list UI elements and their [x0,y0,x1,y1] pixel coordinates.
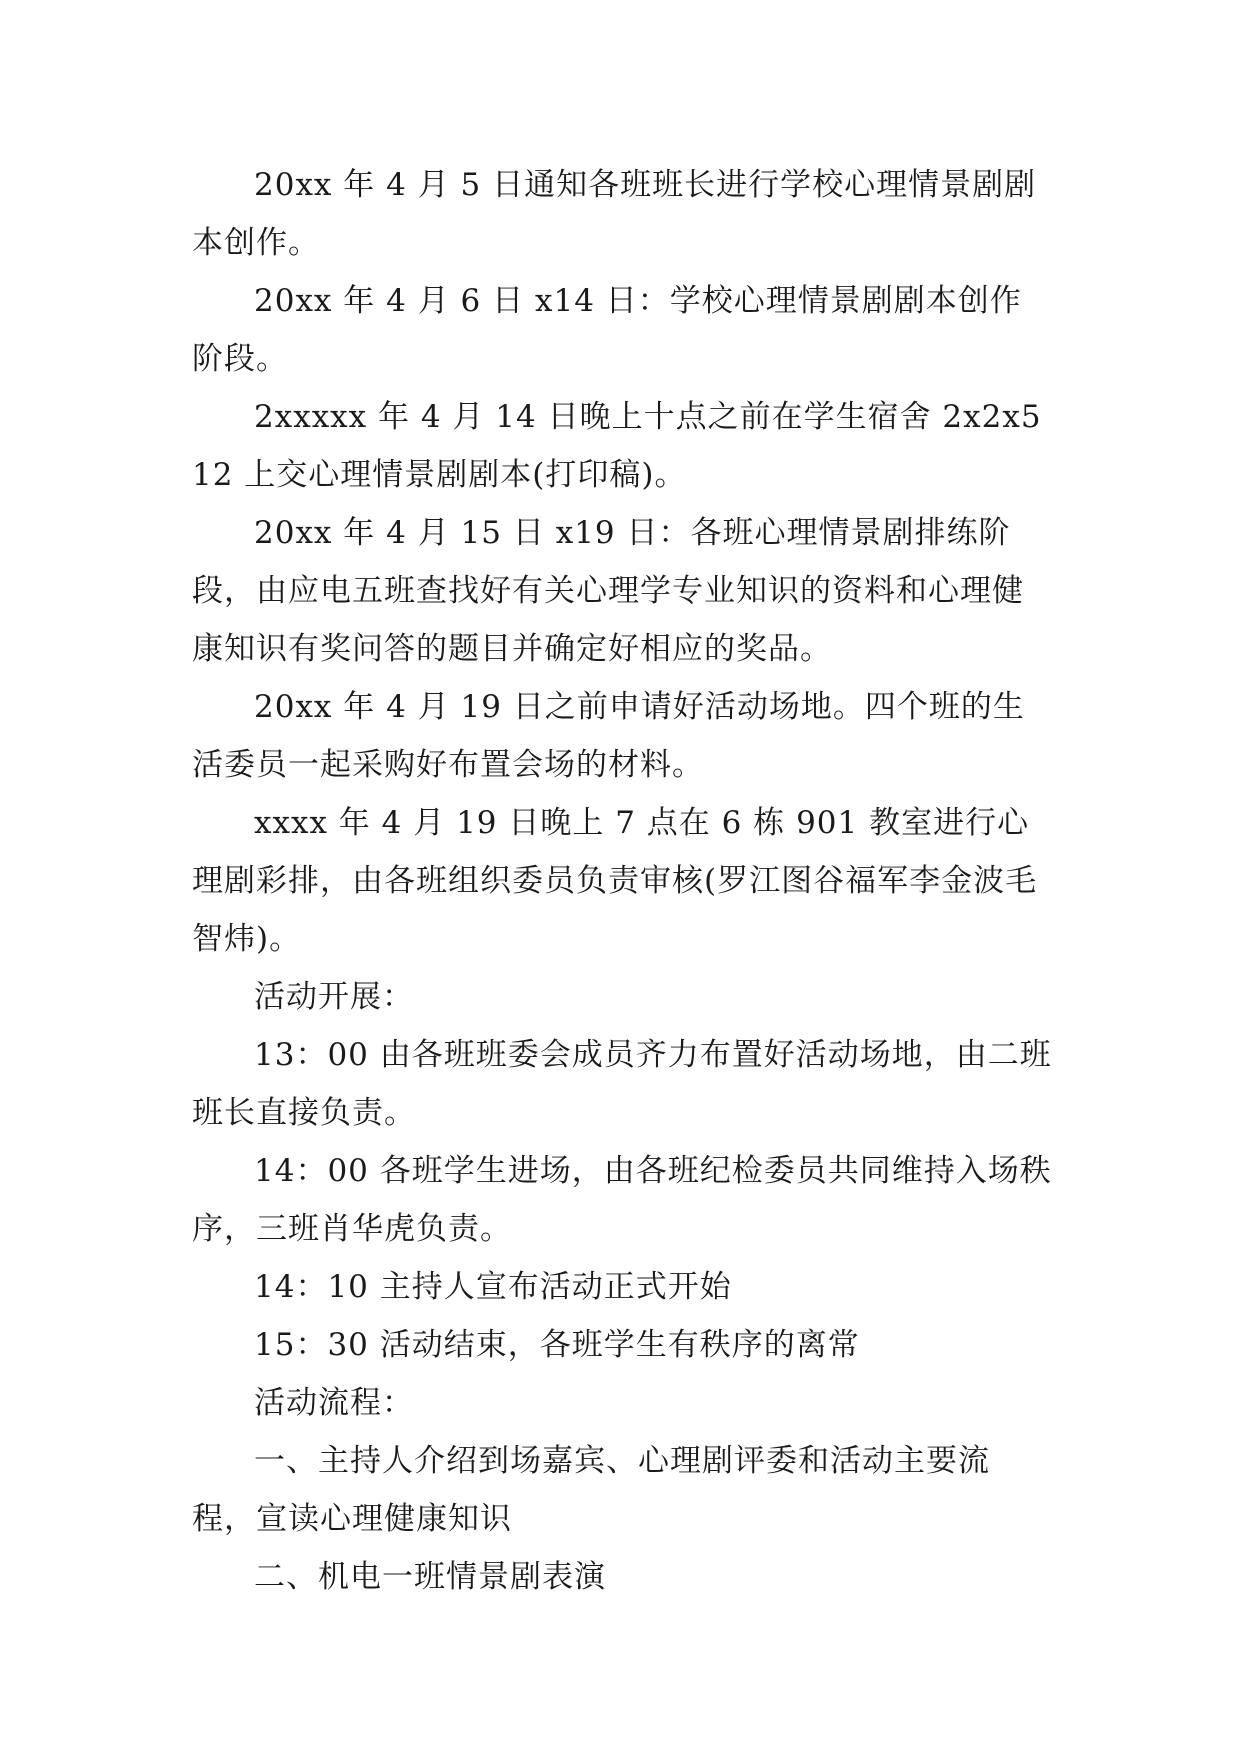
paragraph-schedule-1400: 14：00 各班学生进场，由各班纪检委员共同维持入场秩序，三班肖华虎负责。 [192,1153,1052,1247]
paragraph-notice-date: 20xx 年 4 月 5 日通知各班班长进行学校心理情景剧剧本创作。 [192,167,1037,261]
document-body [192,156,1052,1606]
paragraph-venue-booking: 20xx 年 4 月 19 日之前申请好活动场地。四个班的生活委员一起采购好布置会场的材料。 [192,689,1025,783]
paragraph-schedule-1300: 13：00 由各班班委会成员齐力布置好活动场地，由二班班长直接负责。 [192,1037,1052,1131]
paragraph-process-step-1: 一、主持人介绍到场嘉宾、心理剧评委和活动主要流程，宣读心理健康知识 [192,1443,990,1537]
paragraph-schedule-1410: 14：10 主持人宣布活动正式开始 [254,1269,732,1305]
paragraph-dress-rehearsal: xxxx 年 4 月 19 日晚上 7 点在 6 栋 901 教室进行心理剧彩排，由各班组织委员负责审核(罗江图谷福军李金波毛智炜)。 [192,805,1038,957]
paragraph-script-writing-stage: 20xx 年 4 月 6 日 x14 日：学校心理情景剧剧本创作阶段。 [192,283,1022,377]
paragraph-script-submission: 2xxxxx 年 4 月 14 日晚上十点之前在学生宿舍 2x2x512 上交心理情景剧剧本(打印稿)。 [192,399,1042,493]
paragraph-schedule-1530: 15：30 活动结束，各班学生有秩序的离常 [254,1327,860,1363]
paragraph-rehearsal-stage: 20xx 年 4 月 15 日 x19 日：各班心理情景剧排练阶段，由应电五班查找好有关心理学专业知识的资料和心理健康知识有奖问答的题目并确定好相应的奖品。 [192,515,1024,667]
paragraph-process-step-2: 二、机电一班情景剧表演 [254,1559,606,1595]
heading-activity-conduct: 活动开展： [254,979,414,1015]
heading-activity-process: 活动流程： [254,1385,414,1421]
